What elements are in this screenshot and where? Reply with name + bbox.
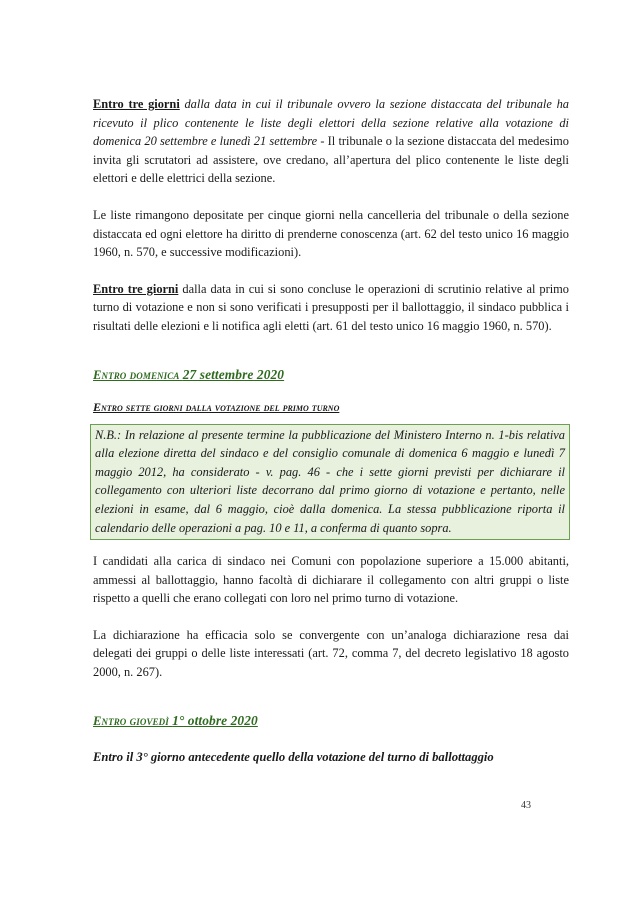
paragraph-liste-depositate: Le liste rimangono depositate per cinque giorni nella cancelleria del tribunale o della sezione distaccata ed ogni elettore ha diritto di prenderne conoscenza (art. 62 del testo unico 16 maggio 1960, n. 570, e successive modificazioni). — [93, 207, 569, 260]
paragraph-plico — [93, 95, 569, 188]
heading-date: 1° ottobre 2020 — [172, 712, 258, 728]
paragraph-lead: Entro tre giorni — [93, 281, 179, 296]
section-subheading: Entro sette giorni dalla votazione del primo turno — [93, 399, 340, 414]
paragraph-text: dalla data in cui si sono concluse le operazioni di scrutinio relative al primo turno di votazione e non si sono verificati i presupposti per il ballottaggio, il sindaco pubblica i risultati delle elezioni e li notifica agli eletti (art. 61 del testo unico 16 maggio 1960, n. 570). — [93, 281, 569, 333]
paragraph-text: - Il tribunale o la sezione distaccata del medesimo invita gli scrutatori ad assistere, ove credano, all’apertura del plico contenente le liste degli elettori e delle elettrici della sezione. — [93, 134, 569, 186]
section-heading-date — [93, 366, 569, 384]
note-text: N.B.: In relazione al presente termine la pubblicazione del Ministero Interno n. 1-bis relativa alla elezione diretta del sindaco e del consiglio comunale di domenica 6 maggio e lunedì 7 maggio 2012, ha considerato - v. pag. 46 - che i sette giorni previsti per dichiarare il collegamento con ulteriori liste decorrano dal primo giorno di votazione e pertanto, nelle elezioni in esame, dal 6 maggio, cioè dalla domenica. La stessa pubblicazione riporta il calendario delle operazioni a pag. 10 e 11, a conferma di quanto sopra. — [95, 427, 565, 535]
page-number: 43 — [521, 800, 531, 811]
paragraph-risultati — [93, 280, 569, 336]
paragraph-candidati: I candidati alla carica di sindaco nei Comuni con popolazione superiore a 15.000 abitanti, ammessi al ballottaggio, hanno facoltà di dichiarare il collegamento con altri gruppi o liste rispetto a quelli che erano collegati con loro nel primo turno di votazione. — [93, 554, 569, 606]
paragraph-dichiarazione: La dichiarazione ha efficacia solo se convergente con un’analoga dichiarazione resa dai delegati dei gruppi o delle liste interessati (art. 72, comma 7, del decreto legislativo 18 agosto 2000, n. 267). — [93, 627, 569, 680]
document-page — [93, 95, 569, 766]
heading-date: 27 settembre 2020 — [182, 366, 285, 382]
note-box — [90, 424, 570, 541]
heading-prefix: Entro domenica — [93, 367, 183, 382]
deadline-line: Entro il 3° giorno antecedente quello della votazione del turno di ballottaggio — [93, 749, 494, 764]
heading-prefix: Entro giovedì — [93, 713, 173, 728]
section-heading-date — [93, 712, 569, 730]
paragraph-lead: Entro tre giorni — [93, 97, 180, 111]
paragraph-italic-text: dalla data in cui il tribunale ovvero la sezione distaccata del tribunale ha ricevuto il plico contenente le liste degli elettori della sezione relative alla votazione di domenica 20 settembre e lunedì 21 settembre — [93, 97, 569, 149]
